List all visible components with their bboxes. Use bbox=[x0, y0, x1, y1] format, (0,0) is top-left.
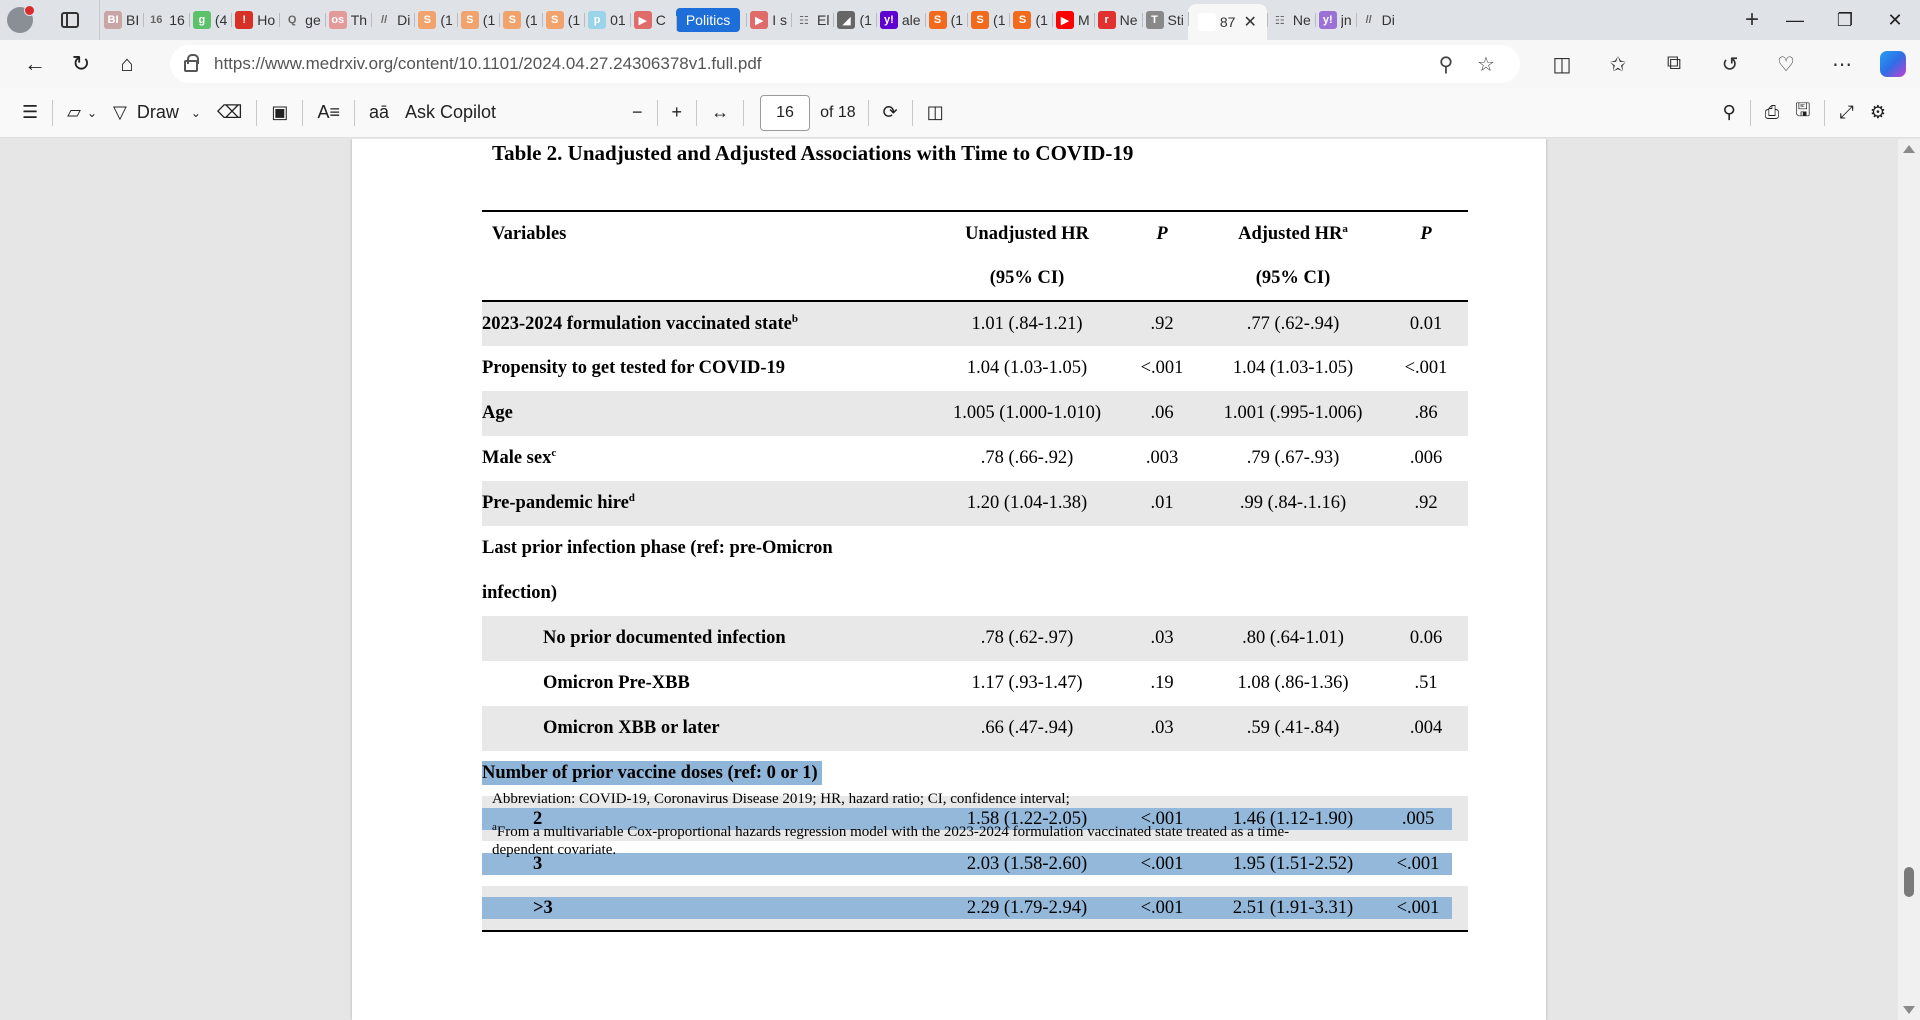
divider bbox=[1824, 100, 1825, 126]
unadjusted-hr-cell bbox=[932, 526, 1122, 571]
favorites-icon[interactable]: ✩ bbox=[1609, 53, 1627, 76]
header-p-unadjusted: P bbox=[1156, 223, 1168, 244]
refresh-icon: ↻ bbox=[71, 51, 91, 76]
save-icon[interactable]: 🖫 bbox=[1795, 99, 1811, 120]
browser-tab[interactable] bbox=[143, 5, 189, 35]
unadjusted-hr-cell: 1.01 (.84-1.21) bbox=[932, 301, 1122, 346]
browser-tab[interactable] bbox=[189, 5, 231, 35]
divider bbox=[868, 100, 869, 126]
variable-cell: Propensity to get tested for COVID-19 bbox=[482, 358, 785, 378]
profile-button[interactable] bbox=[0, 0, 40, 40]
p-value-cell: .92 bbox=[1122, 301, 1202, 346]
home-icon: ⌂ bbox=[120, 51, 134, 76]
abbreviation-note: Abbreviation: COVID-19, Coronavirus Disease 2019; HR, hazard ratio; CI, confidence interval; bbox=[492, 791, 1070, 807]
new-tab-button[interactable]: + bbox=[1744, 6, 1759, 33]
p-value-cell: .004 bbox=[1384, 706, 1468, 751]
unadjusted-hr-cell: .66 (.47-.94) bbox=[932, 706, 1122, 751]
tab-strip bbox=[0, 0, 1920, 40]
minimize-button[interactable]: — bbox=[1786, 9, 1804, 30]
tab-favicon-icon: // bbox=[1360, 11, 1378, 29]
table-row bbox=[482, 706, 1468, 751]
zoom-out-icon[interactable]: − bbox=[632, 102, 643, 122]
browser-tab[interactable] bbox=[325, 5, 371, 35]
p-value-cell: .005 bbox=[1384, 796, 1468, 841]
adjusted-hr-cell bbox=[1202, 751, 1384, 796]
read-aloud-icon[interactable]: A≡ bbox=[317, 102, 340, 122]
browser-tab[interactable] bbox=[1188, 4, 1267, 40]
divider bbox=[302, 100, 303, 126]
browser-tab[interactable] bbox=[630, 5, 670, 35]
tab-title: ge bbox=[305, 12, 321, 28]
vertical-scrollbar[interactable] bbox=[1898, 139, 1920, 1020]
table-row bbox=[482, 301, 1468, 346]
variable-cell: 3 bbox=[482, 841, 932, 886]
browser-tab[interactable] bbox=[414, 5, 456, 35]
table-row bbox=[482, 661, 1468, 706]
tab-favicon-icon: p bbox=[588, 11, 606, 29]
p-value-cell: .03 bbox=[1122, 706, 1202, 751]
zoom-icon[interactable]: ⚲ bbox=[1438, 53, 1454, 76]
tab-title: (1 bbox=[950, 12, 964, 28]
page-number-input[interactable]: 16 bbox=[760, 95, 810, 131]
header-unadjusted-hr: Unadjusted HR bbox=[965, 223, 1089, 244]
header-unadjusted-ci: (95% CI) bbox=[989, 267, 1065, 288]
divider bbox=[743, 100, 744, 126]
browser-tab[interactable] bbox=[542, 5, 584, 35]
tab-favicon-icon: ▶ bbox=[1056, 11, 1074, 29]
divider bbox=[1750, 100, 1751, 126]
unadjusted-hr-cell: 2.29 (1.79-2.94) bbox=[932, 886, 1122, 931]
fullscreen-icon[interactable]: ⤢ bbox=[1839, 102, 1854, 122]
navigation-bar bbox=[0, 40, 1920, 88]
p-value-cell: .19 bbox=[1150, 673, 1174, 693]
pdf-toolbar bbox=[0, 88, 1920, 138]
close-window-button[interactable]: ✕ bbox=[1887, 9, 1903, 30]
adjusted-hr-cell bbox=[1202, 571, 1384, 616]
header-adjusted-ci: (95% CI) bbox=[1255, 267, 1331, 288]
variable-cell: >3 bbox=[482, 886, 932, 931]
table-header-row-ci bbox=[482, 256, 1468, 301]
divider bbox=[52, 100, 53, 126]
variable-cell: Pre-pandemic hire$^d$ bbox=[482, 481, 932, 526]
ask-copilot-button[interactable]: Ask Copilot bbox=[404, 102, 497, 122]
browser-tab[interactable] bbox=[584, 5, 630, 35]
restore-button[interactable]: ❐ bbox=[1836, 9, 1854, 30]
tab-favicon-icon: 16 bbox=[147, 11, 165, 29]
unadjusted-hr-cell: 1.58 (1.22-2.05) bbox=[932, 796, 1122, 841]
p-value-cell bbox=[1384, 571, 1468, 616]
table-row bbox=[482, 346, 1468, 391]
draw-button[interactable]: ▽ Draw ⌄ bbox=[113, 102, 201, 122]
p-value-cell bbox=[1384, 526, 1468, 571]
divider bbox=[696, 100, 697, 126]
adjusted-hr-cell: 1.001 (.995-1.006) bbox=[1202, 391, 1384, 436]
tab-close-icon[interactable]: ✕ bbox=[1243, 14, 1257, 31]
split-screen-icon[interactable]: ◫ bbox=[1552, 53, 1572, 76]
variable-cell: infection) bbox=[482, 583, 558, 603]
unadjusted-hr-cell: 1.04 (1.03-1.05) bbox=[966, 358, 1088, 378]
divider bbox=[912, 100, 913, 126]
tab-title: BI bbox=[126, 12, 140, 28]
tab-favicon-icon: os bbox=[329, 11, 347, 29]
adjusted-hr-cell: .80 (.64-1.01) bbox=[1202, 616, 1384, 661]
divider bbox=[657, 100, 658, 126]
highlight-icon[interactable]: ▱ ⌄ bbox=[67, 102, 98, 122]
tab-title: (4 bbox=[214, 12, 228, 28]
tab-list bbox=[100, 0, 1734, 40]
tab-title: C bbox=[655, 12, 666, 28]
adjusted-hr-cell bbox=[1202, 526, 1384, 571]
scroll-down-icon[interactable] bbox=[1903, 1006, 1915, 1014]
page-view-icon[interactable]: ◫ bbox=[926, 102, 944, 122]
unadjusted-hr-cell: 1.17 (.93-1.47) bbox=[971, 673, 1083, 693]
browser-tab[interactable] bbox=[499, 5, 541, 35]
tab-title: Ne bbox=[1292, 12, 1311, 28]
browser-tab[interactable] bbox=[1094, 5, 1142, 35]
tab-favicon-icon: y! bbox=[880, 11, 898, 29]
page-total-label: of 18 bbox=[820, 103, 856, 121]
p-value-cell: <.001 bbox=[1122, 796, 1202, 841]
variable-cell: No prior documented infection bbox=[482, 616, 932, 661]
unadjusted-hr-cell bbox=[932, 571, 1122, 616]
window-controls bbox=[1770, 0, 1920, 40]
variable-cell: Omicron Pre-XBB bbox=[543, 673, 690, 693]
more-menu-icon[interactable]: ⋯ bbox=[1832, 53, 1852, 76]
unadjusted-hr-cell: 2.03 (1.58-2.60) bbox=[932, 841, 1122, 886]
p-value-cell: <.001 bbox=[1404, 358, 1448, 378]
browser-tab-group-politics[interactable] bbox=[676, 8, 740, 32]
tab-favicon-icon: BI bbox=[104, 11, 122, 29]
p-value-cell bbox=[1122, 751, 1202, 796]
p-value-cell bbox=[1122, 571, 1202, 616]
home-button[interactable] bbox=[104, 44, 150, 84]
history-icon[interactable]: ↺ bbox=[1721, 53, 1739, 76]
adjusted-hr-cell: .59 (.41-.84) bbox=[1202, 706, 1384, 751]
tab-title: 01 bbox=[610, 12, 626, 28]
variable-cell: 2 bbox=[482, 796, 932, 841]
tab-title: Ho bbox=[257, 12, 276, 28]
tab-title: 87 bbox=[1219, 14, 1236, 30]
browser-tab[interactable] bbox=[1009, 5, 1051, 35]
p-value-cell: 0.01 bbox=[1384, 301, 1468, 346]
adjusted-hr-cell: 2.51 (1.91-3.31) bbox=[1202, 886, 1384, 931]
url-text[interactable]: https://www.medrxiv.org/content/10.1101/2024.04.27.24306378v1.full.pdf bbox=[214, 54, 762, 73]
eraser-icon[interactable]: ⌫ bbox=[216, 102, 243, 122]
tab-favicon-icon: S bbox=[503, 11, 521, 29]
table-caption: Table 2. Unadjusted and Adjusted Associations with Time to COVID-19 bbox=[492, 141, 1134, 165]
tab-favicon-icon: S bbox=[418, 11, 436, 29]
variable-cell: Number of prior vaccine doses (ref: 0 or 1) bbox=[482, 751, 932, 796]
health-icon[interactable]: ♡ bbox=[1777, 53, 1795, 76]
browser-tab[interactable] bbox=[746, 5, 791, 35]
browser-tab[interactable] bbox=[1315, 5, 1356, 35]
zoom-in-icon[interactable]: + bbox=[671, 102, 683, 122]
address-bar[interactable] bbox=[170, 45, 1520, 83]
p-value-cell: .003 bbox=[1145, 448, 1179, 468]
tab-title: Di bbox=[1381, 12, 1395, 28]
p-value-cell: .006 bbox=[1409, 448, 1443, 468]
browser-tab[interactable] bbox=[1052, 5, 1094, 35]
tab-title: (1 bbox=[993, 12, 1006, 28]
tab-favicon-icon: Q bbox=[283, 11, 301, 29]
adjusted-hr-cell: 1.04 (1.03-1.05) bbox=[1232, 358, 1354, 378]
search-icon[interactable]: ⚲ bbox=[1722, 102, 1736, 122]
p-value-cell bbox=[1384, 751, 1468, 796]
footnote-a: $^a$From a multivariable Cox-proportional hazards regression model with the 2023-2024 formulation vaccinated state treated as a time- dependent covariate. bbox=[492, 821, 1290, 858]
tab-favicon-icon: S bbox=[546, 11, 564, 29]
variable-cell: Last prior infection phase (ref: pre-Omicron bbox=[482, 538, 833, 558]
fit-width-icon[interactable]: ↔ bbox=[711, 102, 730, 122]
p-value-cell: .86 bbox=[1384, 391, 1468, 436]
tab-title: Di bbox=[397, 12, 411, 28]
tab-favicon-icon: r bbox=[1098, 11, 1116, 29]
p-value-cell: 0.06 bbox=[1384, 616, 1468, 661]
tab-favicon-icon: ☷ bbox=[1271, 11, 1289, 29]
tab-favicon-icon bbox=[1198, 13, 1216, 31]
p-value-cell: .03 bbox=[1122, 616, 1202, 661]
p-value-cell bbox=[1122, 526, 1202, 571]
lock-icon bbox=[184, 60, 198, 72]
favorite-star-icon[interactable]: ☆ bbox=[1477, 53, 1495, 76]
variable-cell: Age bbox=[482, 391, 932, 436]
browser-tab[interactable] bbox=[457, 5, 499, 35]
contents-icon[interactable]: ☰ bbox=[22, 102, 39, 122]
p-value-cell: <.001 bbox=[1384, 886, 1468, 931]
table-header-row bbox=[482, 211, 1468, 256]
avatar-icon bbox=[7, 7, 33, 33]
browser-tab[interactable] bbox=[371, 5, 414, 35]
divider bbox=[256, 100, 257, 126]
p-value-cell: .92 bbox=[1384, 481, 1468, 526]
browser-tab[interactable] bbox=[791, 5, 833, 35]
back-arrow-icon: ← bbox=[24, 51, 46, 76]
browser-tab[interactable] bbox=[1267, 5, 1315, 35]
draw-icon: ▽ bbox=[113, 102, 127, 122]
table-row bbox=[482, 436, 1468, 481]
p-value-cell: <.001 bbox=[1140, 358, 1184, 378]
tab-title: Sti bbox=[1167, 12, 1184, 28]
browser-tab[interactable] bbox=[876, 5, 925, 35]
tab-title: I s bbox=[772, 12, 787, 28]
divider bbox=[354, 100, 355, 126]
table-row bbox=[482, 526, 1468, 571]
tab-favicon-icon: S bbox=[461, 11, 479, 29]
tab-favicon-icon: ▶ bbox=[750, 11, 768, 29]
p-value-cell: .51 bbox=[1414, 673, 1438, 693]
tab-title: (1 bbox=[567, 12, 581, 28]
browser-tab[interactable] bbox=[231, 5, 279, 35]
scroll-up-icon[interactable] bbox=[1903, 145, 1915, 153]
tab-favicon-icon: T bbox=[1146, 11, 1164, 29]
tab-favicon-icon: ! bbox=[235, 11, 253, 29]
settings-gear-icon[interactable]: ⚙ bbox=[1869, 102, 1886, 122]
pdf-page bbox=[352, 139, 1546, 1020]
tab-favicon-icon: ◢ bbox=[837, 11, 855, 29]
tab-favicon-icon: S bbox=[929, 11, 947, 29]
table-row bbox=[482, 481, 1468, 526]
tab-title: (1 bbox=[1035, 12, 1048, 28]
browser-tab[interactable] bbox=[833, 5, 875, 35]
tab-favicon-icon: y! bbox=[1319, 11, 1337, 29]
browser-tab[interactable] bbox=[279, 5, 325, 35]
table-row bbox=[482, 391, 1468, 436]
adjusted-hr-cell: .77 (.62-.94) bbox=[1202, 301, 1384, 346]
variable-cell: 2023-2024 formulation vaccinated state$^b$ bbox=[482, 301, 932, 346]
header-variables: Variables bbox=[492, 223, 567, 244]
unadjusted-hr-cell: .78 (.66-.92) bbox=[980, 448, 1074, 468]
tab-favicon-icon: ☷ bbox=[795, 11, 813, 29]
unadjusted-hr-cell: 1.005 (1.000-1.010) bbox=[932, 391, 1122, 436]
tab-favicon-icon: // bbox=[375, 11, 393, 29]
tab-title: (1 bbox=[859, 12, 872, 28]
adjusted-hr-cell: 1.46 (1.12-1.90) bbox=[1202, 796, 1384, 841]
p-value-cell: <.001 bbox=[1122, 886, 1202, 931]
tab-title: Ne bbox=[1119, 12, 1138, 28]
back-button[interactable] bbox=[12, 44, 58, 84]
collections-icon[interactable]: ⧉ bbox=[1666, 51, 1682, 74]
adjusted-hr-cell: 1.08 (.86-1.36) bbox=[1237, 673, 1349, 693]
table-row bbox=[482, 571, 1468, 616]
tab-title: (1 bbox=[525, 12, 538, 28]
rotate-icon[interactable]: ⟳ bbox=[882, 102, 898, 122]
adjusted-hr-cell: .79 (.67-.93) bbox=[1246, 448, 1340, 468]
unadjusted-hr-cell: .78 (.62-.97) bbox=[932, 616, 1122, 661]
copilot-icon[interactable] bbox=[1880, 51, 1906, 77]
tab-title: (1 bbox=[440, 12, 453, 28]
draw-label: Draw bbox=[136, 102, 179, 122]
p-value-cell: <.001 bbox=[1384, 841, 1468, 886]
tab-title: El bbox=[816, 12, 830, 28]
p-value-cell: <.001 bbox=[1122, 841, 1202, 886]
browser-tab[interactable] bbox=[100, 5, 143, 35]
text-box-icon[interactable]: ▣ bbox=[271, 102, 289, 122]
adjusted-hr-cell: .99 (.84-.1.16) bbox=[1202, 481, 1384, 526]
tab-title: ale bbox=[901, 12, 921, 28]
pdf-viewport bbox=[0, 139, 1920, 1020]
variable-cell: Male sex$^c$ bbox=[482, 447, 557, 469]
scrollbar-thumb[interactable] bbox=[1904, 867, 1914, 897]
variable-cell: Omicron XBB or later bbox=[482, 706, 932, 751]
unadjusted-hr-cell: 1.20 (1.04-1.38) bbox=[932, 481, 1122, 526]
header-p-adjusted: P bbox=[1420, 223, 1432, 244]
tab-title: Th bbox=[350, 12, 368, 28]
tab-favicon-icon: g bbox=[193, 11, 211, 29]
browser-tab[interactable] bbox=[925, 5, 967, 35]
p-value-cell: .06 bbox=[1122, 391, 1202, 436]
table-row bbox=[482, 886, 1468, 931]
refresh-button[interactable] bbox=[58, 44, 104, 84]
browser-tab[interactable] bbox=[967, 5, 1009, 35]
tab-favicon-icon: S bbox=[971, 11, 989, 29]
adjusted-hr-cell: 1.95 (1.51-2.52) bbox=[1202, 841, 1384, 886]
tab-actions-button[interactable] bbox=[40, 0, 100, 40]
vertical-tabs-icon bbox=[61, 12, 79, 28]
tab-title: 16 bbox=[169, 12, 185, 28]
tab-favicon-icon: S bbox=[1013, 11, 1031, 29]
table-row bbox=[482, 616, 1468, 661]
p-value-cell: .01 bbox=[1122, 481, 1202, 526]
tab-title: (1 bbox=[482, 12, 496, 28]
tab-favicon-icon: ▶ bbox=[634, 11, 652, 29]
browser-tab[interactable] bbox=[1142, 5, 1188, 35]
translate-icon[interactable]: aā bbox=[368, 102, 389, 122]
tab-title: M bbox=[1077, 12, 1090, 28]
header-adjusted-hr: Adjusted $HR^a$ bbox=[1238, 222, 1348, 245]
print-icon[interactable]: ⎙ bbox=[1764, 102, 1780, 122]
tab-group-label: Politics bbox=[685, 12, 731, 28]
browser-tab[interactable] bbox=[1356, 5, 1399, 35]
tab-title: jn bbox=[1340, 12, 1352, 28]
